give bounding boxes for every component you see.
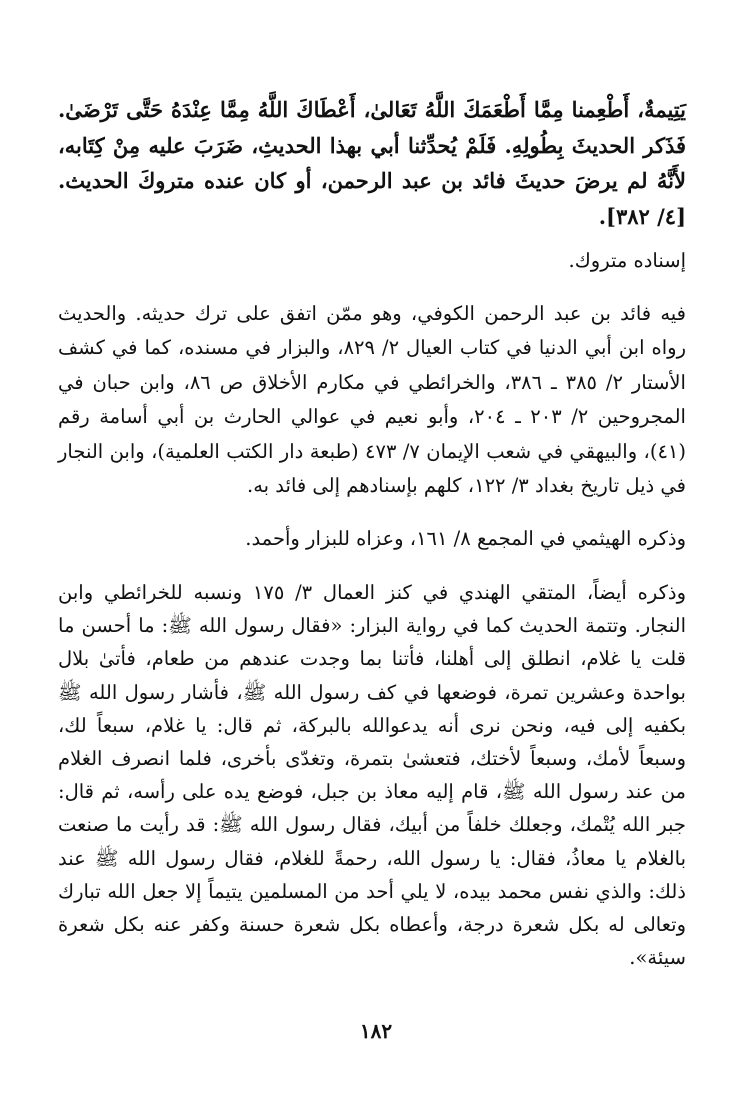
muttaqi-paragraph: وذكره أيضاً، المتقي الهندي في كنز العمال ٣/ ١٧٥ ونسبه للخرائطي وابن النجار. وتتمة الحديث كما في رواية البزار: «فقال رسول الله ﷺ: ما أحسن ما قلت يا غلام، انطلق إلى أهلنا، فأتنا بما وجدت عندهم من طعام، فأتىٰ بلال بواحدة وعشرين تمرة، فوضعها في كف رسول الله ﷺ، فأشار رسول الله ﷺ بكفيه إلى فيه، ونحن نرى أنه يدعوالله بالبركة، ثم قال: يا غلام، سبعاً لك، وسبعاً لأمك، وسبعاً لأختك، فتعشىٰ بتمرة، وتغدّى بأخرى، فلما انصرف الغلام من عند رسول الله ﷺ، قام إليه معاذ بن جبل، فوضع يده على رأسه، ثم قال: جبر الله يُتْمك، وجعلك خلفاً من أبيك، فقال رسول الله ﷺ: قد رأيت ما صنعت بالغلام يا معاذُ، فقال: يا رسول الله، رحمةً للغلام، فقال رسول الله ﷺ عند ذلك: والذي نفس محمد بيده، لا يلي أحد من المسلمين يتيماً إلا جعل الله تبارك وتعالى له بكل شعرة درجة، وأعطاه بكل شعرة حسنة وكفر عنه بكل شعرة سيئة». (58, 581, 686, 970)
page-number: ١٨٢ (359, 1019, 393, 1043)
page-body (58, 92, 686, 974)
narrator-sources-paragraph: فيه فائد بن عبد الرحمن الكوفي، وهو ممّن اتفق على ترك حديثه. والحديث رواه ابن أبي الدنيا في كتاب العيال ٢/ ٨٢٩، والبزار في مسنده، كما في كشف الأستار ٢/ ٣٨٥ ـ ٣٨٦، والخرائطي في مكارم الأخلاق ص ٨٦، وابن حبان في المجروحين ٢/ ٢٠٣ ـ ٢٠٤، وأبو نعيم في عوالي الحارث بن أبي أسامة رقم (٤١)، والبيهقي في شعب الإيمان ٧/ ٤٧٣ (طبعة دار الكتب العلمية)، وابن النجار في ذيل تاريخ بغداد ٣/ ١٢٢، كلهم بإسنادهم إلى فائد به. (58, 301, 686, 497)
hadith-paragraph: يَتِيمةٌ، أَطْعِمنا مِمَّا أَطْعَمَكَ اللَّهُ تَعَالىٰ، أَعْطَاكَ اللَّهُ مِمَّا عِنْدَهُ حَتَّى تَرْضَىٰ. فَذَكر الحديثَ بِطُولِهِ. فَلَمْ يُحدِّثنا أبي بهذا الحديثِ، ضَرَبَ عليه مِنْ كِتَابه، لأَنَّهُ لم يرضَ حديثَ فائد بن عبد الرحمن، أو كان عنده متروكَ الحديث. [٤/ ٣٨٢]. (58, 97, 686, 229)
isnad-paragraph: إسناده متروك. (568, 249, 686, 272)
haythami-paragraph: وذكره الهيثمي في المجمع ٨/ ١٦١، وعزاه للبزار وأحمد. (245, 526, 686, 550)
